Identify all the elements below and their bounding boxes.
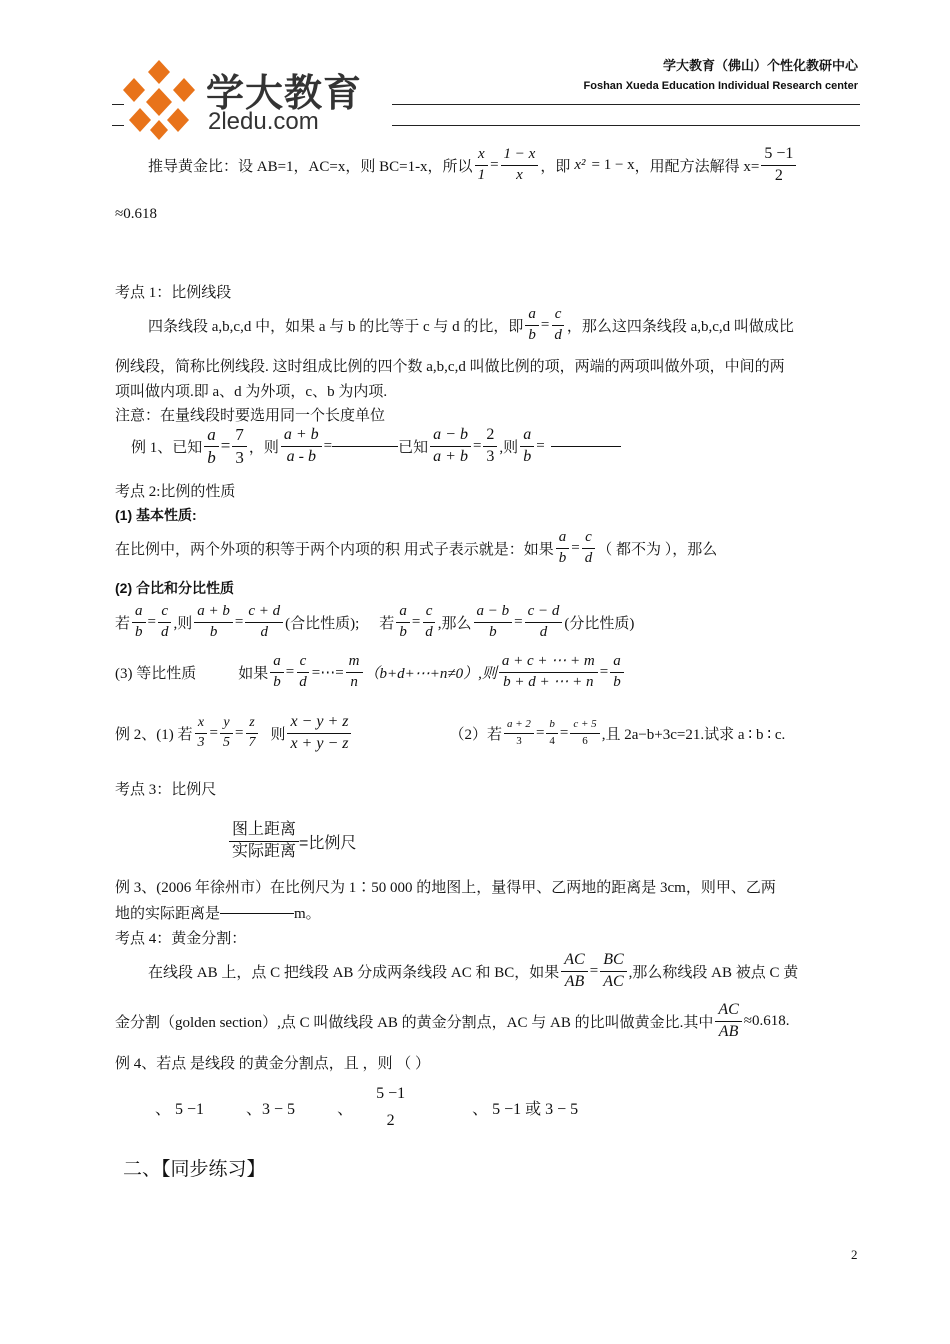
page-number: 2	[851, 1247, 858, 1262]
fen-fraction-amb-b: $\frac{a - b}{b}$	[474, 604, 513, 641]
kp2-basic-text-a: 在比例中，两个外项的积等于两个内项的积 用式子表示就是：如果	[115, 541, 554, 558]
scale-fraction: 图上距离 实际距离	[229, 822, 299, 861]
fraction-ac-ab-2: $\frac{AC}{AB}$	[715, 1002, 741, 1041]
eq-fraction-a-b: $\frac{a}{b}$	[270, 654, 284, 691]
kp2-basic-line: 在比例中，两个外项的积等于两个内项的积 用式子表示就是：如果 $\frac{a}{b}$ = $\frac{c}{d}$ （ 都不为 ），那么	[115, 529, 718, 566]
scale-formula-rhs: =比例尺	[299, 834, 357, 852]
kp4-title: 考点 4：黄金分割：	[115, 931, 247, 947]
kp1-title: 考点 1：比例线段	[115, 285, 232, 301]
x-squared: x²	[574, 156, 586, 173]
ex1-fraction-a-b: $\frac{a}{b}$	[204, 426, 219, 467]
golden-derivation-line	[148, 146, 798, 185]
header-rule-top-left	[112, 104, 124, 105]
kp2-sub3: (3) 等比性质	[115, 665, 197, 682]
ex2-fraction-z-7: $\frac{z}{7}$	[245, 716, 258, 750]
logo-icon	[118, 58, 200, 142]
ex1-fraction-apb-amb: $\frac{a + b}{a - b}$	[281, 427, 322, 466]
he-fraction-c-d: $\frac{c}{d}$	[158, 604, 172, 641]
option-c[interactable]: 5 −1 2	[376, 1085, 406, 1129]
example-1: 例 1、已知 $\frac{a}{b}$ = $\frac{7}{3}$ ，则 $\frac{a + b}{a - b}$ = 已知 $\frac{a - b}{a + b}$ = $\frac{2}{3}$ ,则 $\frac{a}{b}$ =	[131, 426, 621, 467]
eq-fraction-m-n: $\frac{m}{n}$	[346, 654, 363, 691]
ex2-fraction-c5-6: $\frac{c + 5}{6}$	[570, 719, 599, 747]
header-rule-bottom-left	[112, 125, 124, 126]
derivation-text-2: ，即	[540, 158, 571, 175]
kp2-title: 考点 2:比例的性质	[115, 484, 236, 500]
ex1-answer-blank-1[interactable]	[332, 445, 398, 447]
fen-fraction-a-b: $\frac{a}{b}$	[396, 604, 410, 641]
kp2-compound-line: 若 $\frac{a}{b}$ = $\frac{c}{d}$ ,则 $\frac{a + b}{b}$ = $\frac{c + d}{d}$ (合比性质); 若 $\frac{a}{b}$ = $\frac{c}{d}$ ,那么 $\frac{a - b}{b}$ = $\frac{c - d}{d}$ (分比性质)	[115, 603, 635, 640]
equation-rhs: = 1 − x	[591, 156, 635, 173]
example-2: 例 2、(1) 若 $\frac{x}{3}$ = $\frac{y}{5}$ = $\frac{z}{7}$ 则 x − y + z x + y − z （2）若 $\frac{a + 2}{3}$ = $\frac{b}{4}$ = $\frac{c + 5}{6}$ ,且 2a−b+3c=21.试求 a ∶ b ∶ c.	[115, 713, 786, 752]
kp2-basic-text-b: （ 都不为 ），那么	[597, 541, 718, 558]
fen-fraction-c-d: $\frac{c}{d}$	[422, 604, 436, 641]
header-rule-bottom-right	[392, 125, 860, 126]
kp2-equal-ratio-line: (3) 等比性质 如果 $\frac{a}{b}$ = $\frac{c}{d}$ =⋯= $\frac{m}{n}$ （b+d+⋯+n≠0）,则 $\frac{a + c + \cdots + m}{b + d + \cdots + n}$ = $\frac{a}{b}$	[115, 654, 626, 691]
header-center-en: Foshan Xueda Education Individual Research center	[583, 80, 858, 92]
derivation-text-1: 推导黄金比：设 AB=1，AC=x，则 BC=1-x，所以	[148, 158, 473, 175]
fraction-bc-ac: $\frac{BC}{AC}$	[600, 952, 626, 991]
ex1-fraction-7-3: $\frac{7}{3}$	[232, 426, 247, 467]
kp3-title: 考点 3：比例尺	[115, 782, 217, 798]
fraction-x-over-1: $\frac{x}{1}$	[475, 147, 489, 184]
fraction-a-over-b: $\frac{a}{b}$	[525, 307, 539, 344]
logo-chinese: 学大教育	[206, 73, 363, 115]
example-4: 例 4、若点 是线段 的黄金分割点，且 ，则 （ ）	[115, 1056, 431, 1072]
he-fraction-apb-b: $\frac{a + b}{b}$	[194, 604, 233, 641]
derivation-text-3: ，用配方法解得 x=	[634, 158, 760, 175]
he-fraction-a-b: $\frac{a}{b}$	[132, 604, 146, 641]
logo-url: 2ledu.com	[208, 108, 319, 135]
option-c-sep: 、	[337, 1101, 354, 1119]
ex1-fraction-2-3: $\frac{2}{3}$	[483, 427, 497, 466]
basic-fraction-c-d: $\frac{c}{d}$	[582, 530, 596, 567]
kp1-text-a: 四条线段 a,b,c,d 中，如果 a 与 b 的比等于 c 与 d 的比，即	[148, 318, 524, 335]
kp4-para-line2: 金分割（golden section）,点 C 叫做线段 AB 的黄金分割点，AC 与 AB 的比叫做黄金比.其中 $\frac{AC}{AB}$ ≈0.618.	[115, 1001, 790, 1040]
kp1-para-line1: 四条线段 a,b,c,d 中，如果 a 与 b 的比等于 c 与 d 的比，即 $\frac{a}{b}$ = $\frac{c}{d}$ ，那么这四条线段 a,b,c,d 叫做成比	[148, 306, 794, 343]
golden-approx: ≈0.618	[115, 206, 157, 222]
fraction-c-over-d: $\frac{c}{d}$	[551, 307, 565, 344]
ex1-answer-blank-2[interactable]	[551, 445, 621, 447]
example-3-line2: 地的实际距离是 m。	[115, 906, 321, 922]
fen-fraction-cmd-d: $\frac{c - d}{d}$	[525, 604, 563, 641]
eq-fraction-a-b-result: $\frac{a}{b}$	[610, 654, 624, 691]
example-4-options	[155, 1086, 578, 1130]
ex2-fraction-a2-3: $\frac{a + 2}{3}$	[504, 719, 534, 747]
ex2-fraction-x-3: $\frac{x}{3}$	[195, 716, 208, 750]
eq-fraction-c-d: $\frac{c}{d}$	[296, 654, 310, 691]
example-1-label: 例 1、已知	[131, 439, 203, 456]
fraction-ac-ab: $\frac{AC}{AB}$	[561, 952, 587, 991]
kp1-note: 注意：在量线段时要选用同一个长度单位	[115, 408, 386, 424]
he-fraction-cpd-d: $\frac{c + d}{d}$	[245, 604, 283, 641]
scale-formula	[229, 822, 356, 861]
kp1-para-line3: 项叫做内项.即 a、d 为外项，c、b 为内项.	[115, 384, 388, 400]
kp2-sub1: (1) 基本性质:	[115, 507, 197, 523]
ex2-fraction-y-5: $\frac{y}{5}$	[220, 716, 233, 750]
fraction-sqrt5-minus1-over-2: $\frac{5 -1}{2}$	[761, 146, 796, 185]
kp1-para-line2: 例线段，简称比例线段. 这时组成比例的四个数 a,b,c,d 叫做比例的项，两端的两项叫做外项，中间的两	[115, 359, 785, 375]
section-2-title: 二、【同步练习】	[123, 1159, 266, 1180]
example-3-line1: 例 3、(2006 年徐州市）在比例尺为 1∶50 000 的地图上，量得甲、乙两地的距离是 3cm，则甲、乙两	[115, 880, 776, 896]
kp1-text-b: ，那么这四条线段 a,b,c,d 叫做成比	[566, 318, 794, 335]
fraction-1mx-over-x: $\frac{1 - x}{x}$	[501, 147, 539, 184]
option-b[interactable]: 、3 − 5	[246, 1101, 296, 1119]
ex2-fraction-b-4: $\frac{b}{4}$	[546, 719, 558, 747]
equals-sign: =	[490, 156, 499, 173]
option-a[interactable]: 、 5 −1	[155, 1101, 205, 1119]
header-rule-top-right	[392, 104, 860, 105]
basic-fraction-a-b: $\frac{a}{b}$	[556, 530, 570, 567]
ex1-fraction-amb-apb: $\frac{a - b}{a + b}$	[430, 427, 471, 466]
ex3-answer-blank[interactable]	[220, 912, 294, 914]
kp4-para-line1: 在线段 AB 上，点 C 把线段 AB 分成两条线段 AC 和 BC，如果 $\frac{AC}{AB}$ = $\frac{BC}{AC}$ ,那么称线段 AB 被点 C 黄	[148, 951, 799, 990]
ex1-fraction-a-b-2: $\frac{a}{b}$	[520, 427, 534, 466]
example-2-label: 例 2、(1) 若	[115, 726, 193, 743]
header-center-cn: 学大教育（佛山）个性化教研中心	[662, 58, 858, 73]
option-d[interactable]: 、 5 −1 或 3 − 5	[472, 1101, 579, 1119]
eq-fraction-sum: $\frac{a + c + \cdots + m}{b + d + \cdots + n}$	[499, 654, 598, 691]
ex2-fraction-expr: x − y + z x + y − z	[287, 714, 351, 753]
kp2-sub2: (2) 合比和分比性质	[115, 580, 234, 596]
